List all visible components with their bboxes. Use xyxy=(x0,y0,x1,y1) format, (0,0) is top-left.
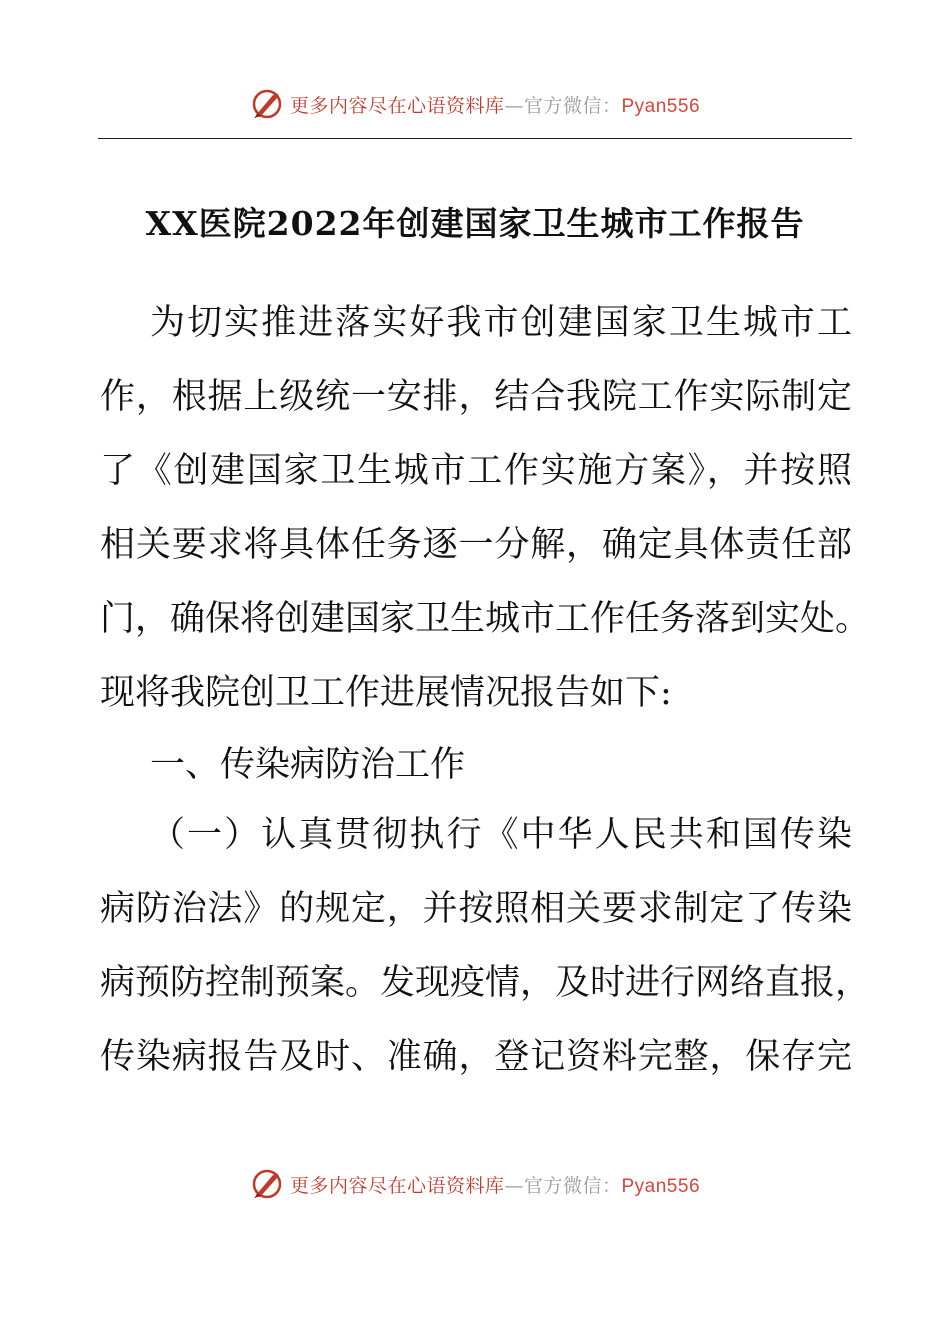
document-title: XX医院2022年创建国家卫生城市工作报告 xyxy=(145,204,805,243)
body-line-3: 了《创建国家卫生城市工作实施方案》，并按照 xyxy=(100,451,852,491)
header-divider xyxy=(98,138,852,139)
footer-banner-dash: — xyxy=(504,1174,524,1197)
section-heading-1: 一、传染病防治工作 xyxy=(150,745,466,785)
body-line-1: 为切实推进落实好我市创建国家卫生城市工 xyxy=(150,303,852,343)
body-line-4: 相关要求将具体任务逐一分解，确定具体责任部 xyxy=(100,525,852,565)
body-line-2: 作，根据上级统一安排，结合我院工作实际制定 xyxy=(100,377,852,417)
body-line-5: 门，确保将创建国家卫生城市工作任务落到实处。 xyxy=(100,599,871,639)
footer-banner-text xyxy=(290,1171,700,1198)
header-wechat-label: 官方微信： xyxy=(523,94,622,117)
header-banner-main: 更多内容尽在心语资料库 xyxy=(289,94,505,117)
footer-wechat-label: 官方微信： xyxy=(523,1174,622,1197)
header-banner-text xyxy=(290,91,700,118)
body-line-9: 病防治法》的规定，并按照相关要求制定了传染 xyxy=(100,889,852,929)
header-banner-dash: — xyxy=(504,94,524,117)
body-line-10: 病预防控制预案。发现疫情，及时进行网络直报， xyxy=(100,963,871,1003)
body-line-11: 传染病报告及时、准确，登记资料完整，保存完 xyxy=(100,1037,852,1077)
pen-logo-icon xyxy=(250,1167,284,1201)
pen-logo-icon xyxy=(250,87,284,121)
body-line-6: 现将我院创卫工作进展情况报告如下: xyxy=(100,673,672,713)
footer-banner-main: 更多内容尽在心语资料库 xyxy=(289,1174,505,1197)
body-line-8: （一）认真贯彻执行《中华人民共和国传染 xyxy=(150,815,852,855)
header-banner xyxy=(0,84,950,124)
footer-banner xyxy=(0,1164,950,1204)
header-wechat-id: Pyan556 xyxy=(621,95,701,117)
footer-wechat-id: Pyan556 xyxy=(621,1175,701,1197)
